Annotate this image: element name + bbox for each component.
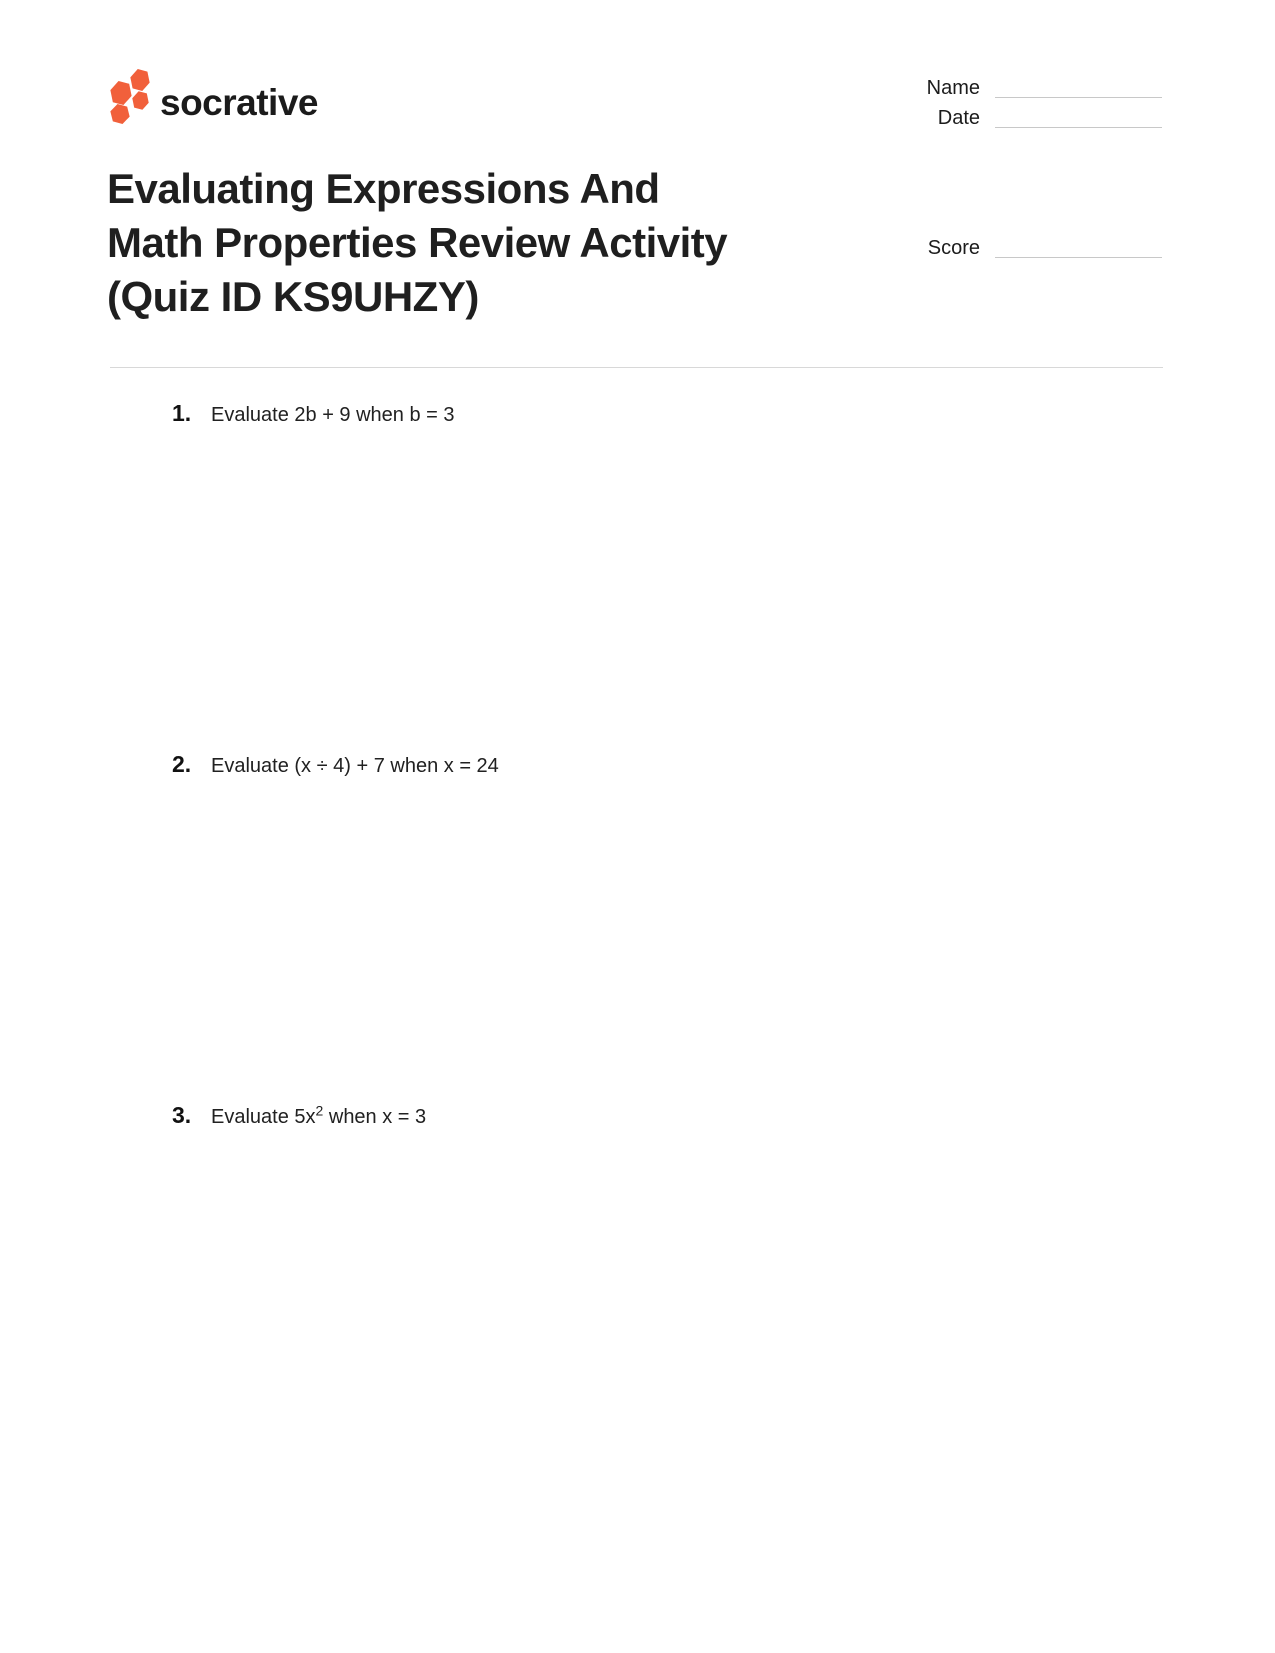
quiz-title-line-3: (Quiz ID KS9UHZY)	[107, 273, 479, 320]
quiz-title-line-1: Evaluating Expressions And	[107, 165, 660, 212]
question-3-text-after: when x = 3	[323, 1106, 427, 1128]
score-blank-line	[995, 257, 1162, 258]
hexagon-icon	[130, 90, 151, 111]
quiz-title-line-2: Math Properties Review Activity	[107, 219, 728, 266]
name-blank-line	[995, 97, 1162, 98]
quiz-title	[107, 162, 907, 324]
question-3	[172, 1102, 426, 1129]
question-2-text-main: Evaluate (x ÷ 4) + 7 when x = 24	[211, 755, 499, 777]
question-3-text-main: Evaluate 5x	[211, 1106, 316, 1128]
question-1-number: 1.	[172, 400, 192, 426]
question-1-text-main: Evaluate 2b + 9 when b = 3	[211, 404, 455, 426]
date-blank-line	[995, 127, 1162, 128]
question-2-text	[211, 754, 499, 778]
question-3-exponent: 2	[315, 1102, 324, 1119]
socrative-hexagons-icon	[100, 66, 155, 128]
question-2-number: 2.	[172, 751, 192, 777]
question-1	[172, 400, 455, 427]
header-divider	[110, 367, 1163, 368]
date-field	[860, 106, 1162, 130]
name-label: Name	[926, 77, 980, 99]
logo-wordmark: socrative	[160, 82, 318, 123]
score-label: Score	[927, 237, 980, 259]
question-3-number: 3.	[172, 1102, 192, 1128]
question-2	[172, 751, 499, 778]
hexagon-icon	[128, 68, 152, 92]
name-field	[860, 76, 1162, 100]
question-3-text	[211, 1102, 427, 1129]
hexagon-icon	[108, 103, 132, 126]
hexagon-icon	[108, 80, 135, 107]
question-1-text	[211, 403, 455, 427]
date-label: Date	[937, 107, 980, 129]
